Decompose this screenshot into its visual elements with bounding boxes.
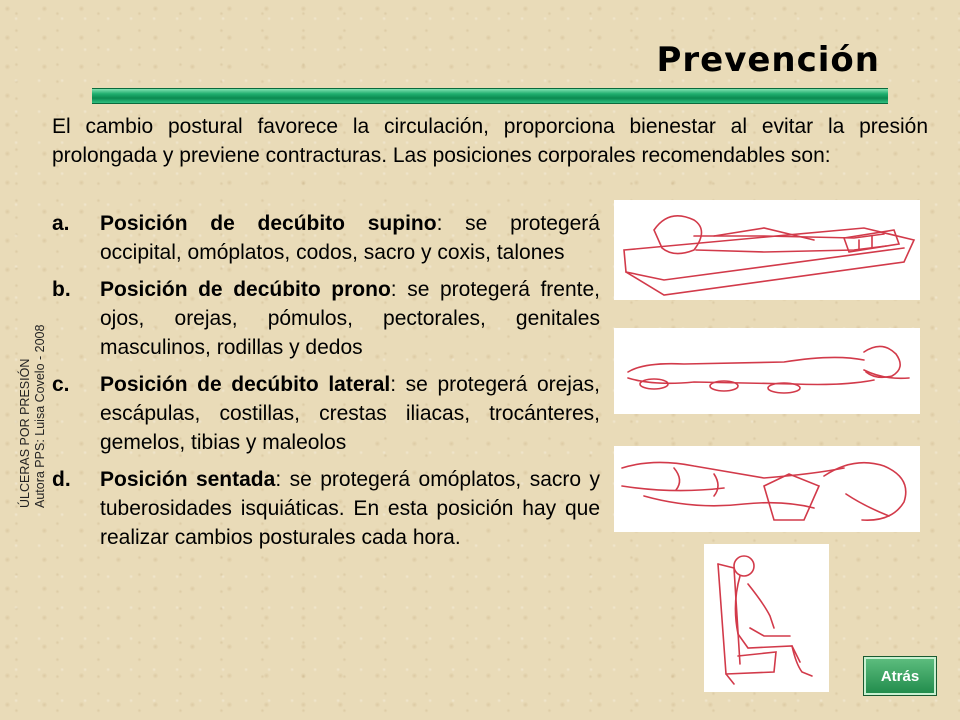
page-title: Prevención <box>656 40 880 80</box>
list-item-seated <box>52 465 600 552</box>
credit-line-title: ÚLCERAS POR PRESIÓN <box>18 358 32 508</box>
list-item-prone <box>52 275 600 362</box>
intro-paragraph: El cambio postural favorece la circulación, proporciona bienestar al evitar la presión prolongada y previene contracturas. Las posiciones corporales recomendables son: <box>52 115 928 167</box>
supine-position-illustration <box>614 200 920 300</box>
item-description: : se protegerá orejas, escápulas, costillas, crestas iliacas, trocánteres, gemelos, tibias y maleolos <box>100 373 600 454</box>
item-term: Posición sentada <box>100 468 276 491</box>
list-item-supine <box>52 209 600 267</box>
lateral-position-illustration <box>614 446 920 532</box>
item-description: : se protegerá occipital, omóplatos, codos, sacro y coxis, talones <box>100 212 600 264</box>
prone-position-illustration <box>614 328 920 414</box>
item-letter: b. <box>52 278 71 301</box>
vertical-credit <box>18 325 48 508</box>
item-letter: c. <box>52 373 70 396</box>
seated-position-illustration <box>704 544 829 692</box>
title-divider <box>92 88 888 104</box>
item-term: Posición de decúbito lateral <box>100 373 391 396</box>
list-item-lateral <box>52 370 600 457</box>
back-button[interactable]: Atrás <box>864 657 936 695</box>
positions-list <box>52 209 600 560</box>
item-term: Posición de decúbito prono <box>100 278 391 301</box>
item-letter: a. <box>52 212 70 235</box>
item-term: Posición de decúbito supino <box>100 212 437 235</box>
item-description: : se protegerá omóplatos, sacro y tuberosidades isquiáticas. En esta posición hay que realizar cambios posturales cada hora. <box>100 468 600 549</box>
item-letter: d. <box>52 468 71 491</box>
credit-line-author: Autora PPS: Luisa Covelo - 2008 <box>33 324 47 508</box>
item-description: : se protegerá frente, ojos, orejas, pómulos, pectorales, genitales masculinos, rodillas y dedos <box>100 278 600 359</box>
